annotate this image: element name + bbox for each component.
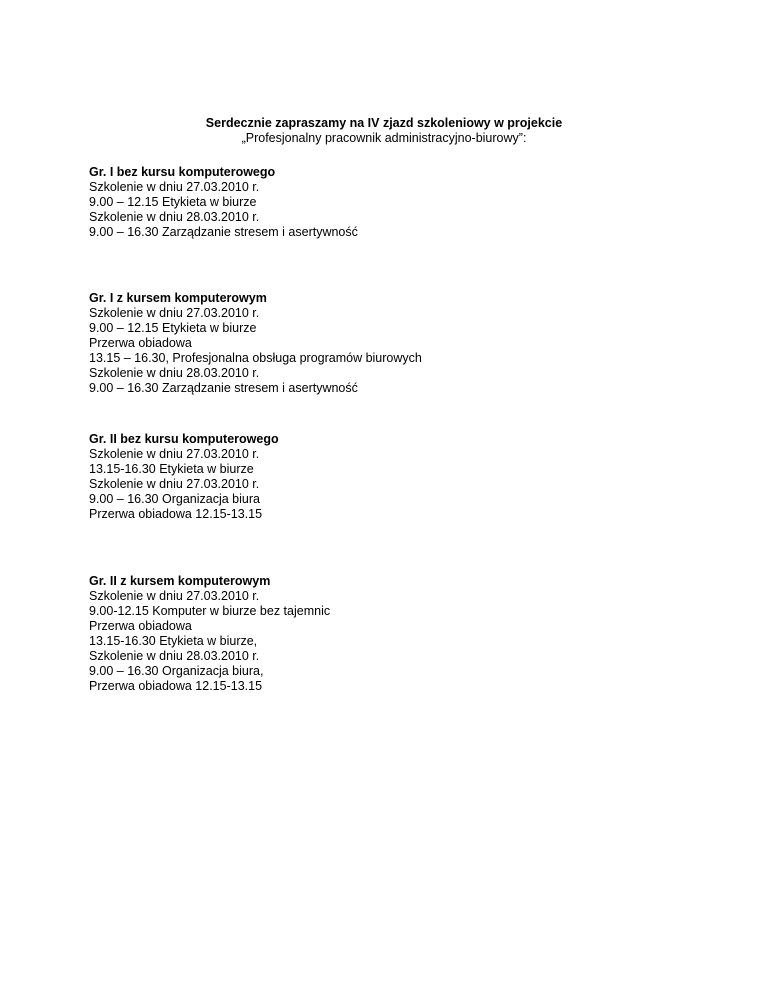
group-3-section xyxy=(89,432,279,522)
document-title: Serdecznie zapraszamy na IV zjazd szkoleniowy w projekcie xyxy=(205,116,563,130)
schedule-line: Szkolenie w dniu 27.03.2010 r. xyxy=(89,180,260,194)
schedule-line: 9.00 – 12.15 Etykieta w biurze xyxy=(89,321,257,335)
schedule-line: 9.00 – 16.30 Organizacja biura xyxy=(89,492,260,506)
schedule-line: Szkolenie w dniu 27.03.2010 r. xyxy=(89,306,260,320)
group-4-section xyxy=(89,574,330,694)
schedule-line: Przerwa obiadowa xyxy=(89,619,192,633)
schedule-line: Szkolenie w dniu 27.03.2010 r. xyxy=(89,589,260,603)
schedule-line: 9.00 – 12.15 Etykieta w biurze xyxy=(89,195,257,209)
schedule-line: 13.15-16.30 Etykieta w biurze xyxy=(89,462,254,476)
schedule-line: 13.15-16.30 Etykieta w biurze, xyxy=(89,634,258,648)
schedule-line: 9.00 – 16.30 Zarządzanie stresem i asertywność xyxy=(89,381,358,395)
schedule-line: Szkolenie w dniu 28.03.2010 r. xyxy=(89,210,260,224)
schedule-line: Szkolenie w dniu 28.03.2010 r. xyxy=(89,649,260,663)
schedule-line: Szkolenie w dniu 28.03.2010 r. xyxy=(89,366,260,380)
document-subtitle: „Profesjonalny pracownik administracyjno-biurowy”: xyxy=(241,131,527,145)
schedule-line: Przerwa obiadowa 12.15-13.15 xyxy=(89,507,263,521)
group-heading: Gr. I z kursem komputerowym xyxy=(89,291,267,305)
schedule-line: 9.00 – 16.30 Zarządzanie stresem i asertywność xyxy=(89,225,358,239)
schedule-line: 9.00-12.15 Komputer w biurze bez tajemnic xyxy=(89,604,331,618)
schedule-line: Przerwa obiadowa xyxy=(89,336,192,350)
group-heading: Gr. II z kursem komputerowym xyxy=(89,574,271,588)
group-heading: Gr. II bez kursu komputerowego xyxy=(89,432,279,446)
schedule-line: 9.00 – 16.30 Organizacja biura, xyxy=(89,664,264,678)
group-heading: Gr. I bez kursu komputerowego xyxy=(89,165,276,179)
document-header xyxy=(0,116,768,146)
group-2-section xyxy=(89,291,422,396)
schedule-line: Szkolenie w dniu 27.03.2010 r. xyxy=(89,477,260,491)
group-1-section xyxy=(89,165,358,240)
schedule-line: Szkolenie w dniu 27.03.2010 r. xyxy=(89,447,260,461)
schedule-line: 13.15 – 16.30, Profesjonalna obsługa programów biurowych xyxy=(89,351,422,365)
schedule-line: Przerwa obiadowa 12.15-13.15 xyxy=(89,679,263,693)
